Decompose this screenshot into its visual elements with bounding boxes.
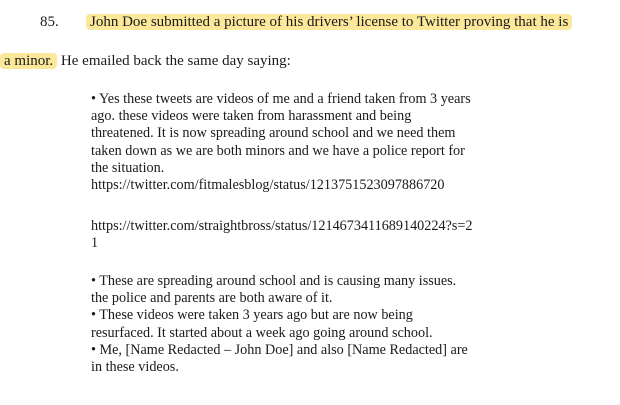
paragraph-line-1 [86, 13, 572, 31]
highlighted-text-continued: a minor. [0, 53, 57, 69]
tweet-link: https://twitter.com/straightbross/status/1214673411689140224?s=2 [91, 218, 473, 234]
quote-line: taken down as we are both minors and we have a police report for [91, 142, 465, 159]
quoted-email-block-1 [91, 91, 471, 194]
quote-line: threatened. It is now spreading around school and we need them [91, 125, 456, 142]
quote-line: • These videos were taken 3 years ago but are now being [91, 307, 413, 324]
quote-line: • These are spreading around school and is causing many issues. [91, 273, 457, 289]
quote-line: resurfaced. It started about a week ago going around school. [91, 324, 433, 341]
quote-line: ago. these videos were taken from harassment and being [91, 108, 412, 125]
paragraph-number: 85. [40, 14, 59, 30]
quote-line: • Me, [Name Redacted – John Doe] and also [Name Redacted] are [91, 341, 468, 358]
quote-line: the situation. [91, 159, 165, 176]
tweet-link: https://twitter.com/fitmalesblog/status/1213751523097886720 [91, 177, 445, 194]
quoted-email-block-2 [91, 218, 472, 252]
quote-line: • Yes these tweets are videos of me and a friend taken from 3 years [91, 91, 471, 107]
quoted-email-block-3 [91, 273, 468, 376]
quote-line: the police and parents are both aware of it. [91, 290, 333, 307]
quote-line: in these videos. [91, 359, 179, 376]
paragraph-text: He emailed back the same day saying: [57, 53, 291, 69]
paragraph-line-2 [0, 52, 291, 70]
highlighted-text: John Doe submitted a picture of his drivers’ license to Twitter proving that he is [86, 14, 572, 30]
tweet-link-continued: 1 [91, 235, 99, 252]
